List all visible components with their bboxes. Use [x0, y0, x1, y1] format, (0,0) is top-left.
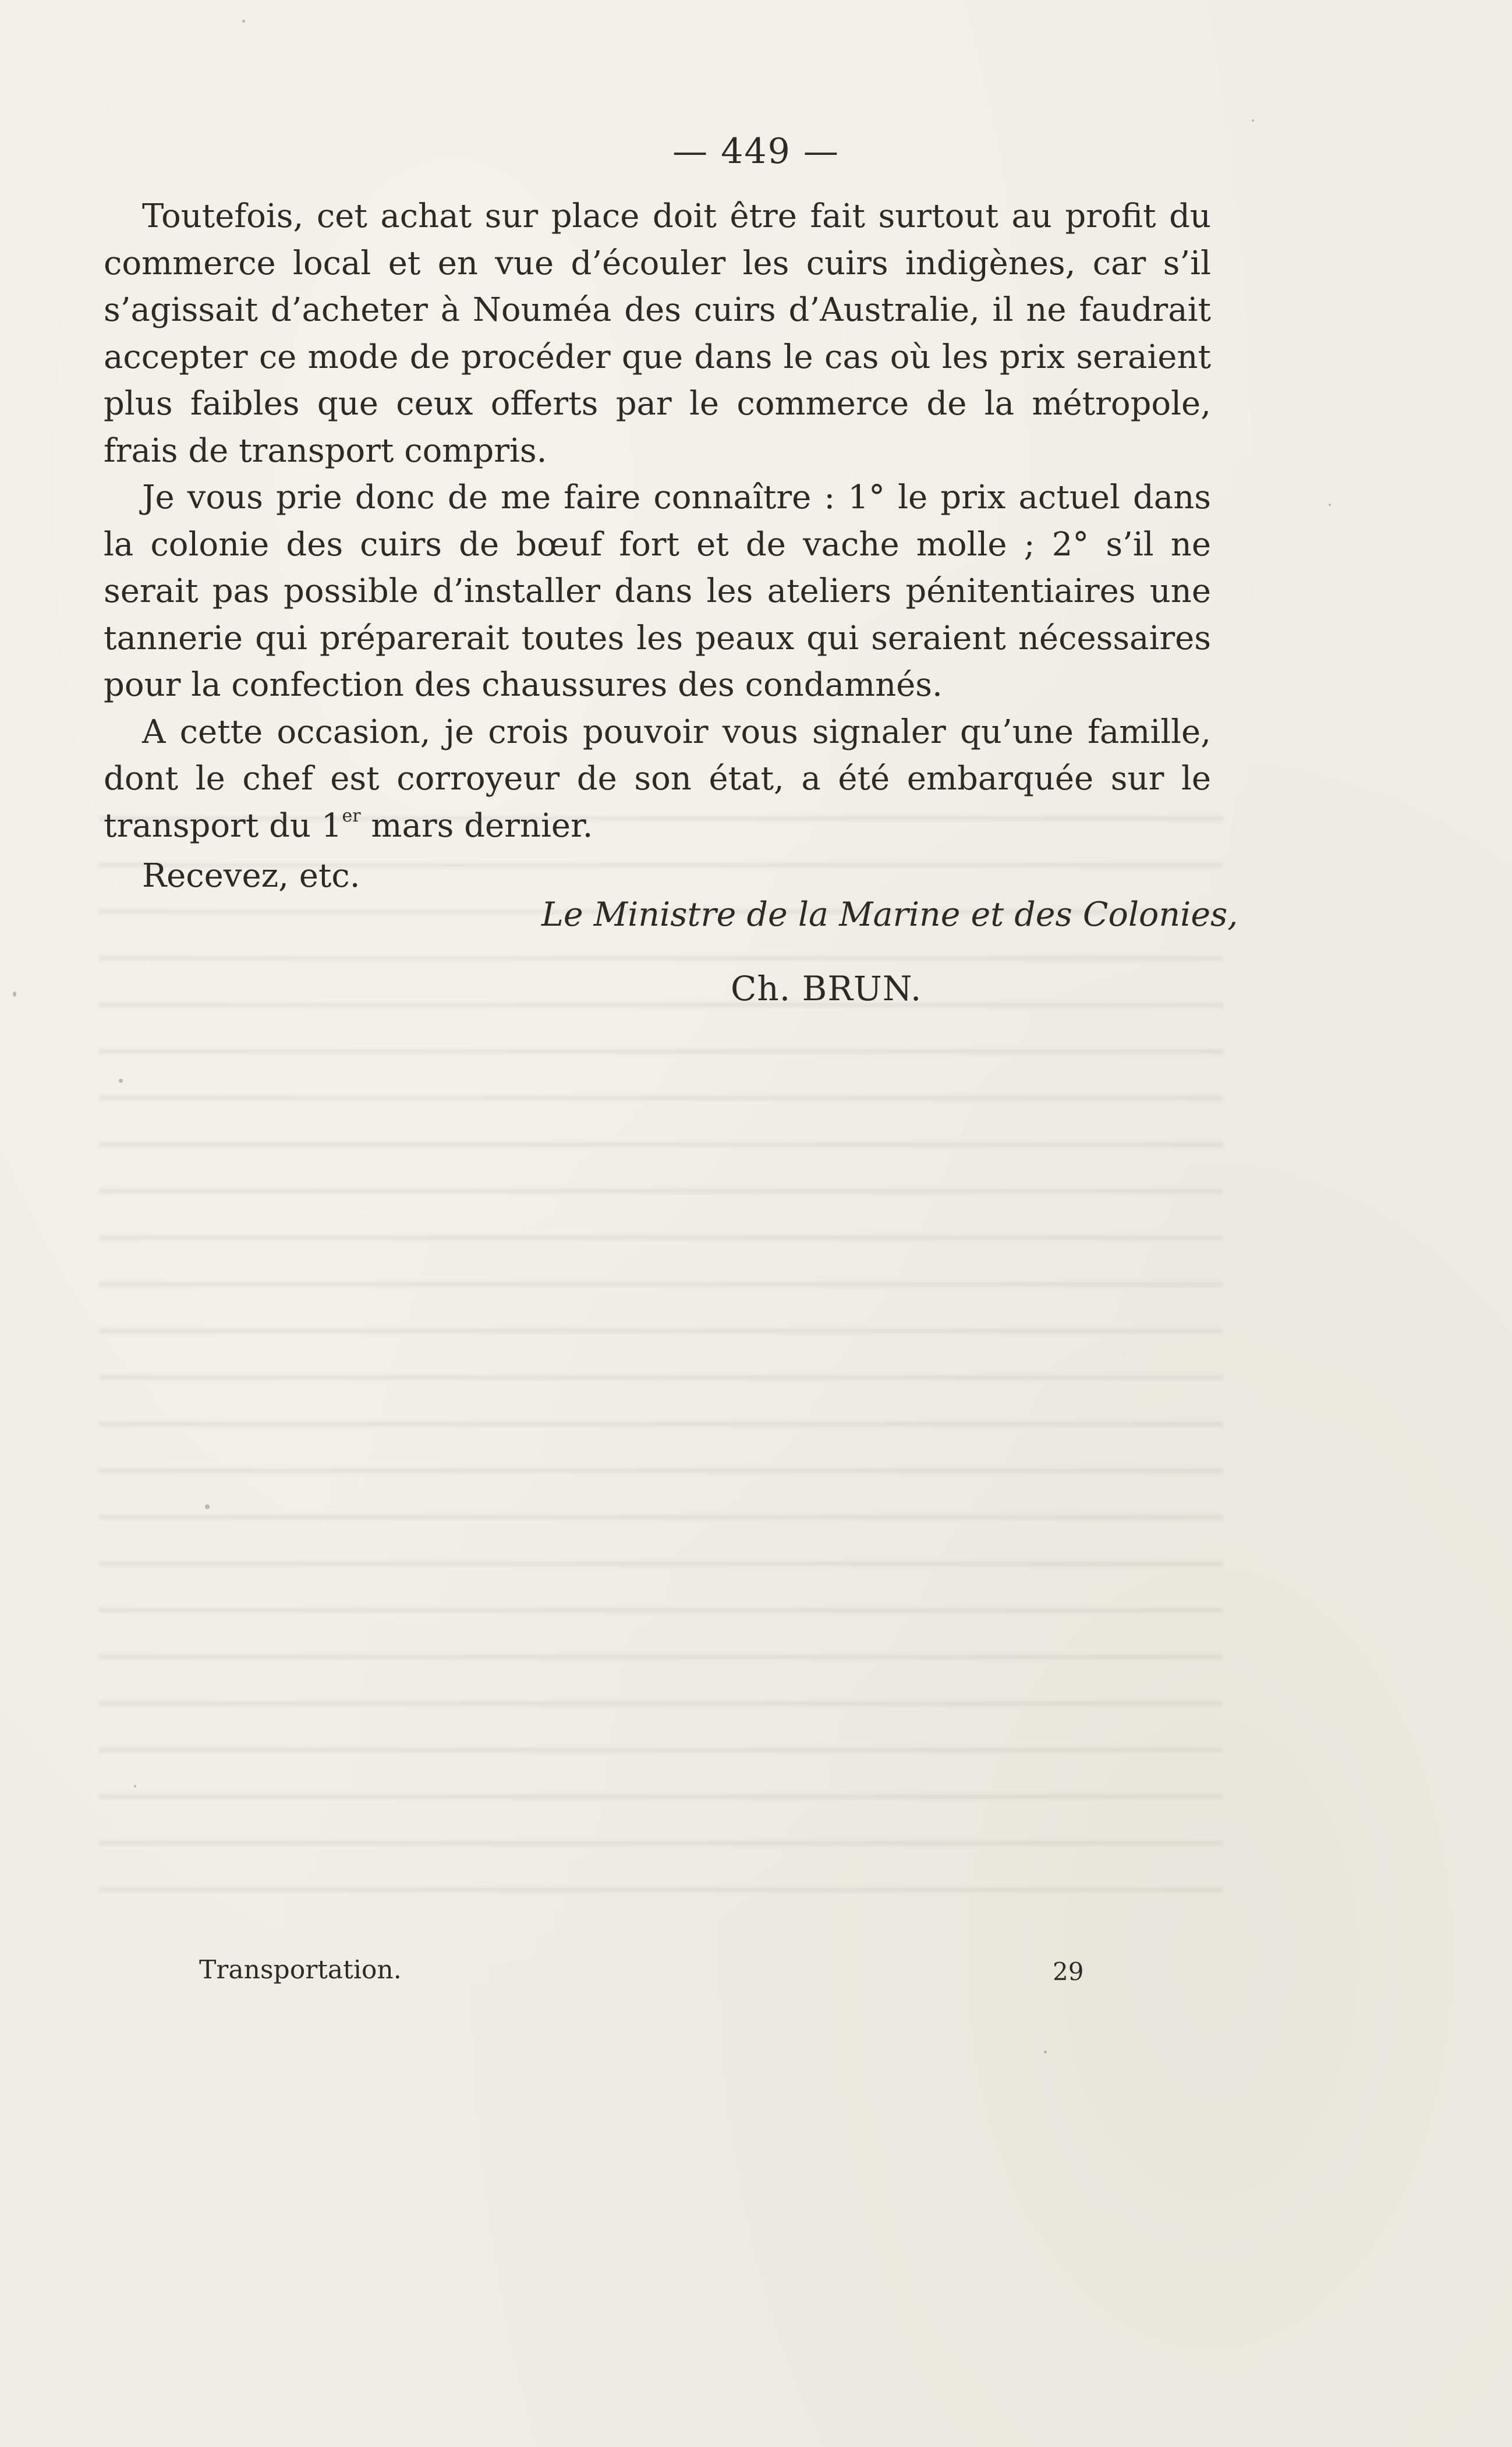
paper-speck	[134, 1785, 136, 1787]
paragraph-text: A cette occasion, je crois pouvoir vous signaler qu’une famille, dont le chef est corroyeur de son état, a été embarquée sur le transport du 1	[104, 713, 1211, 845]
paper-speck	[1044, 2051, 1047, 2053]
footer-sheet-number: 29	[1053, 1957, 1084, 1986]
paper-speck	[119, 1079, 123, 1083]
paper-speck	[13, 991, 16, 997]
letter-body	[104, 193, 1211, 900]
reverse-side-show-through	[99, 786, 1223, 1921]
paper-speck	[242, 20, 245, 23]
paper-speck	[1329, 504, 1331, 506]
signature-surname: BRUN.	[802, 969, 922, 1008]
paragraph	[104, 709, 1211, 850]
page-number: — 449 —	[672, 131, 840, 172]
paragraph-text: mars dernier.	[360, 806, 593, 845]
ordinal-superscript: er	[342, 805, 361, 826]
signature-name	[731, 969, 922, 1008]
signature-title: Le Ministre de la Marine et des Colonies,	[541, 895, 1238, 934]
footer-signature-mark: Transportation.	[199, 1955, 402, 1985]
closing-formula: Recevez, etc.	[142, 857, 360, 895]
paper-speck	[205, 1504, 210, 1509]
paragraph: Je vous prie donc de me faire connaître : 1° le prix actuel dans la colonie des cuirs de bœuf fort et de vache molle ; 2° s’il ne serait pas possible d’installer dans les ateliers pénitentiaires une tannerie qui préparerait toutes les peaux qui seraient nécessaires pour la confection des chaussures des condamnés.	[104, 479, 1211, 704]
signature-initial: Ch.	[731, 969, 791, 1008]
paragraph: Toutefois, cet achat sur place doit être fait surtout au profit du commerce local et en vue d’écouler les cuirs indigènes, car s’il s’agissait d’acheter à Nouméa des cuirs d’Australie, il ne faudrait accepter ce mode de procéder que dans le cas où les prix seraient plus faibles que ceux offerts par le commerce de la métropole, frais de transport compris.	[104, 197, 1211, 470]
paper-speck	[1252, 119, 1254, 122]
